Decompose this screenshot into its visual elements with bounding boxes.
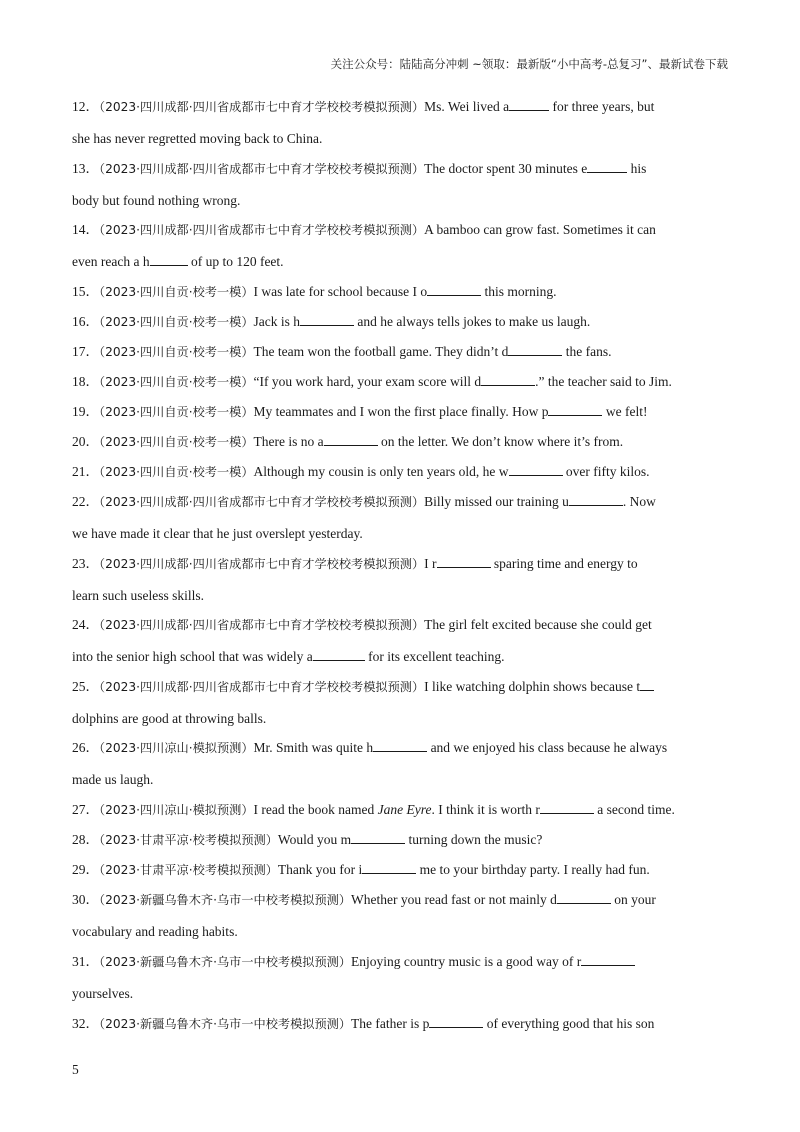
answer-blank[interactable] [581,953,635,966]
answer-blank[interactable] [373,739,427,752]
question-30: 30．（2023·新疆乌鲁木齐·乌市一中校考模拟预测）Whether you read fast or not mainly d on your vocabulary and reading habits. [72,892,656,939]
answer-blank[interactable] [150,253,188,266]
question-23: 23．（2023·四川成都·四川省成都市七中育才学校校考模拟预测）I r sparing time and energy to learn such useless skills. [72,556,638,603]
answer-blank[interactable] [548,403,602,416]
page-number: 5 [72,1062,79,1077]
answer-blank[interactable] [508,343,562,356]
answer-blank[interactable] [324,433,378,446]
question-17: 17．（2023·四川自贡·校考一模）The team won the football game. They didn’t d the fans. [72,344,612,359]
answer-blank[interactable] [587,160,627,173]
question-32: 32．（2023·新疆乌鲁木齐·乌市一中校考模拟预测）The father is p of everything good that his son [72,1016,655,1031]
question-21: 21．（2023·四川自贡·校考一模）Although my cousin is only ten years old, he w over fifty kilos. [72,464,650,479]
answer-blank[interactable] [509,463,563,476]
question-27: 27．（2023·四川凉山·模拟预测）I read the book named Jane Eyre. I think it is worth r a second time. [72,802,675,817]
answer-blank[interactable] [569,493,623,506]
answer-blank[interactable] [640,678,654,691]
answer-blank[interactable] [557,891,611,904]
question-31: 31．（2023·新疆乌鲁木齐·乌市一中校考模拟预测）Enjoying country music is a good way of r yourselves. [72,946,728,1009]
question-20: 20．（2023·四川自贡·校考一模）There is no a on the letter. We don’t know where it’s from. [72,434,624,449]
answer-blank[interactable] [540,801,594,814]
question-12: 12．（2023·四川成都·四川省成都市七中育才学校校考模拟预测）Ms. Wei lived a for three years, but she has never regretted moving back to China. [72,99,655,146]
answer-blank[interactable] [313,648,365,661]
answer-blank[interactable] [437,555,491,568]
question-16: 16．（2023·四川自贡·校考一模）Jack is h and he always tells jokes to make us laugh. [72,314,591,329]
page-header: 关注公众号：陆陆高分冲刺 ~领取：最新版“小中高考-总复习”、最新试卷下载 [330,57,728,71]
question-28: 28．（2023·甘肃平凉·校考模拟预测）Would you m turning down the music? [72,832,543,847]
answer-blank[interactable] [429,1015,483,1028]
question-19: 19．（2023·四川自贡·校考一模）My teammates and I won the first place finally. How p we felt! [72,404,648,419]
answer-blank[interactable] [481,373,535,386]
question-18: 18．（2023·四川自贡·校考一模）“If you work hard, your exam score will d .” the teacher said to Jim. [72,374,672,389]
question-26: 26．（2023·四川凉山·模拟预测）Mr. Smith was quite h and we enjoyed his class because he always made us laugh. [72,740,668,787]
answer-blank[interactable] [351,831,405,844]
question-13: 13．（2023·四川成都·四川省成都市七中育才学校校考模拟预测）The doctor spent 30 minutes e his body but found nothing wrong. [72,161,647,208]
question-25: 25．（2023·四川成都·四川省成都市七中育才学校校考模拟预测）I like watching dolphin shows because t dolphins are good at throwing balls. [72,671,728,734]
answer-blank[interactable] [300,313,354,326]
answer-blank[interactable] [362,861,416,874]
question-22: 22．（2023·四川成都·四川省成都市七中育才学校校考模拟预测）Billy missed our training u . Now we have made it clear that he just overslept yesterday. [72,494,656,541]
answer-blank[interactable] [509,98,549,111]
question-15: 15．（2023·四川自贡·校考一模）I was late for school because I o this morning. [72,284,557,299]
question-14: 14．（2023·四川成都·四川省成都市七中育才学校校考模拟预测）A bamboo can grow fast. Sometimes it can even reach a h of up to 120 feet. [72,222,656,269]
question-29: 29．（2023·甘肃平凉·校考模拟预测）Thank you for i me to your birthday party. I really had fun. [72,862,650,877]
answer-blank[interactable] [427,283,481,296]
question-24: 24．（2023·四川成都·四川省成都市七中育才学校校考模拟预测）The girl felt excited because she could get into the senior high school that was widely a for its excellent teaching. [72,617,652,664]
